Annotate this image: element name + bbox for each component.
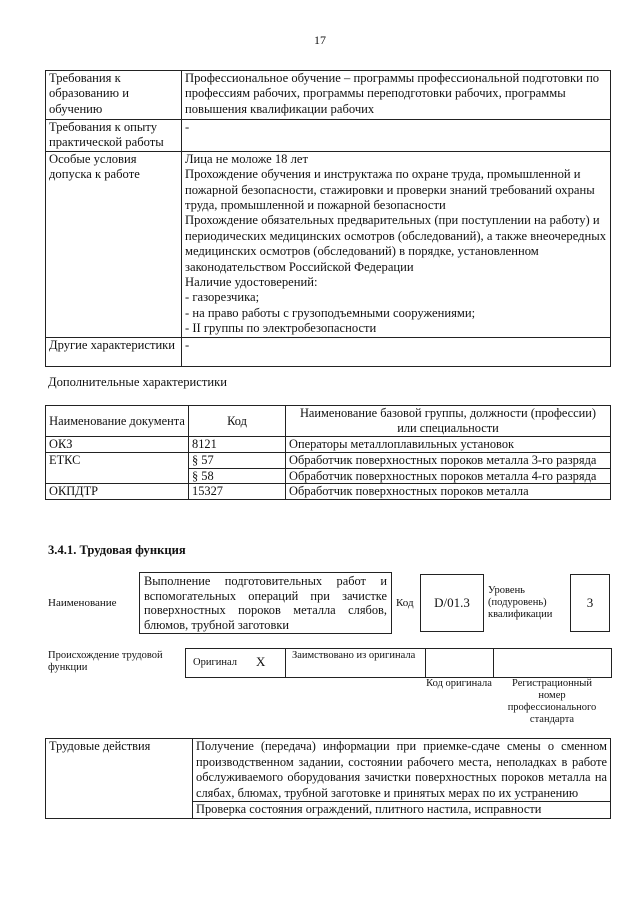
code-cell: § 58	[189, 468, 286, 484]
condition-line: Прохождение обязательных предварительных (при поступлении на работу) и периодических медицинских осмотров (обследований), а также внеочередных медицинских осмотров (обследований) в порядке, установленном законодательством Российской Федерации	[185, 213, 607, 274]
code-original-label: Код оригинала	[426, 678, 492, 689]
doc-cell: ЕТКС	[46, 452, 189, 484]
page-number: 17	[314, 33, 326, 47]
doc-cell: ОКЗ	[46, 437, 189, 453]
row-label: Требования к образованию и обучению	[46, 71, 182, 120]
table-row	[46, 452, 611, 468]
name-cell: Операторы металлоплавильных установок	[286, 437, 611, 453]
name-cell: Обработчик поверхностных пороков металла	[286, 484, 611, 500]
row-value: Профессиональное обучение – программы профессиональной подготовки по профессиям рабочих, программы переподготовки рабочих, программы повышения квалификации рабочих	[182, 71, 611, 120]
reg-number-label: Регистрационный номер профессионального стандарта	[507, 678, 597, 725]
borrowed-label: Заимствовано из оригинала	[292, 650, 416, 661]
actions-table	[45, 738, 611, 819]
condition-line: Наличие удостоверений:	[185, 275, 318, 290]
code-cell: § 57	[189, 452, 286, 468]
additional-table	[45, 405, 611, 500]
divider	[285, 648, 286, 677]
table-row	[46, 337, 611, 366]
function-code-box: D/01.3	[420, 574, 484, 632]
name-cell: Обработчик поверхностных пороков металла 3-го разряда	[286, 452, 611, 468]
table-row	[46, 437, 611, 453]
condition-line: - II группы по электробезопасности	[185, 321, 377, 336]
table-header-row	[46, 406, 611, 437]
function-name-box: Выполнение подготовительных работ и вспомогательных операций при зачистке поверхностных пороков металла слябов, блюмов, трубной заготовки	[139, 572, 392, 634]
row-value: -	[182, 120, 611, 152]
row-label: Трудовые действия	[46, 739, 193, 819]
level-label: Уровень (подуровень) квалификации	[488, 585, 553, 620]
column-header: Наименование базовой группы, должности (профессии) или специальности	[286, 406, 611, 437]
row-value	[182, 151, 611, 337]
column-header: Код	[189, 406, 286, 437]
code-cell: 15327	[189, 484, 286, 500]
doc-cell: ОКПДТР	[46, 484, 189, 500]
condition-line: - газорезчика;	[185, 290, 260, 305]
table-row	[46, 739, 611, 802]
condition-line: - на право работы с грузоподъемными сооружениями;	[185, 305, 476, 320]
function-heading: 3.4.1. Трудовая функция	[48, 543, 186, 557]
original-mark: X	[256, 654, 266, 669]
name-cell: Обработчик поверхностных пороков металла 4-го разряда	[286, 468, 611, 484]
row-value: -	[182, 337, 611, 366]
condition-line: Прохождение обучения и инструктажа по охране труда, промышленной и пожарной безопасности, стажировки и проверки знаний требований охраны труда, промышленной и пожарной безопасности	[185, 167, 595, 213]
code-cell: 8121	[189, 437, 286, 453]
column-header: Наименование документа	[46, 406, 189, 437]
original-label: Оригинал	[193, 657, 237, 668]
table-row	[46, 71, 611, 120]
name-label: Наименование	[48, 597, 117, 609]
divider	[493, 648, 494, 677]
origin-label: Происхождение трудовой функции	[48, 650, 163, 673]
condition-line: Лица не моложе 18 лет	[185, 151, 308, 166]
table-row	[46, 151, 611, 337]
level-box: 3	[570, 574, 610, 632]
table-row	[46, 484, 611, 500]
row-label: Другие характеристики	[46, 337, 182, 366]
section-title: Дополнительные характеристики	[48, 375, 227, 389]
action-cell: Получение (передача) информации при приемке-сдаче смены о сменном производственном задании, состоянии рабочего места, неполадках в работе обслуживаемого оборудования зачистки поверхностных пороков металла на слябах, блюмах, трубной заготовке и принятых мерах по их устранению	[193, 739, 611, 802]
row-label: Требования к опыту практической работы	[46, 120, 182, 152]
action-cell: Проверка состояния ограждений, плитного настила, исправности	[193, 802, 611, 819]
table-row	[46, 120, 611, 152]
row-label: Особые условия допуска к работе	[46, 151, 182, 337]
divider	[425, 648, 426, 677]
requirements-table	[45, 70, 611, 367]
code-label: Код	[396, 597, 414, 609]
